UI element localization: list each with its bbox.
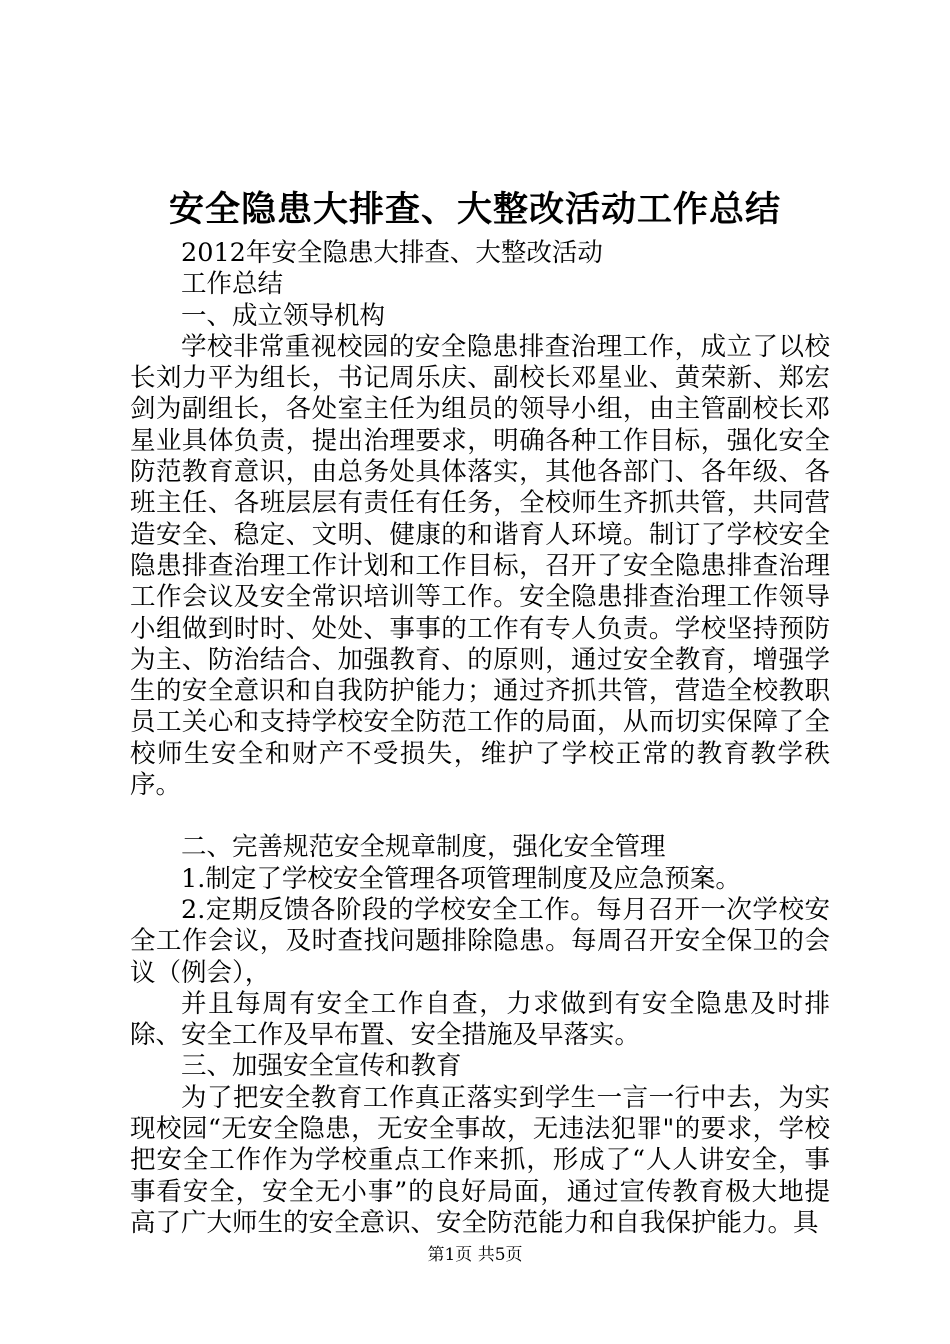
subtitle-line-1: 2012年安全隐患大排查、大整改活动 [181, 238, 603, 268]
document-body [130, 238, 830, 1239]
page-footer: 第1页 共5页 [427, 1245, 523, 1265]
document-title: 安全隐患大排查、大整改活动工作总结 [168, 189, 781, 230]
section-heading-1: 一、成立领导机构 [181, 300, 386, 331]
section-heading-3: 三、加强安全宣传和教育 [181, 1051, 462, 1082]
section-2-item-1: 1.制定了学校安全管理各项管理制度及应急预案。 [181, 863, 741, 894]
section-2-item-2: 2.定期反馈各阶段的学校安全工作。每月召开一次学校安全工作会议，及时查找问题排除隐患。每周召开安全保卫的会议（例会）， [130, 894, 830, 988]
section-3-paragraph: 为了把安全教育工作真正落实到学生一言一行中去，为实现校园“无安全隐患，无安全事故，无违法犯罪"的要求，学校把安全工作作为学校重点工作来抓，形成了“人人讲安全，事事看安全，安全无小事”的良好局面，通过宣传教育极大地提高了广大师生的安全意识、安全防范能力和自我保护能力。具 [130, 1082, 830, 1238]
subtitle-line-2: 工作总结 [181, 269, 284, 300]
section-2-item-2-continued: 并且每周有安全工作自查，力求做到有安全隐患及时排除、安全工作及早布置、安全措施及早落实。 [130, 988, 830, 1051]
section-heading-2: 二、完善规范安全规章制度，强化安全管理 [181, 832, 666, 863]
section-1-paragraph: 学校非常重视校园的安全隐患排查治理工作，成立了以校长刘力平为组长，书记周乐庆、副校长邓星业、黄荣新、郑宏剑为副组长，各处室主任为组员的领导小组，由主管副校长邓星业具体负责，提出治理要求，明确各种工作目标，强化安全防范教育意识，由总务处具体落实，其他各部门、各年级、各班主任、各班层层有责任有任务，全校师生齐抓共管，共同营造安全、稳定、文明、健康的和谐育人环境。制订了学校安全隐患排查治理工作计划和工作目标，召开了安全隐患排查治理工作会议及安全常识培训等工作。安全隐患排查治理工作领导小组做到时时、处处、事事的工作有专人负责。学校坚持预防为主、防治结合、加强教育、的原则，通过安全教育，增强学生的安全意识和自我防护能力；通过齐抓共管，营造全校教职员工关心和支持学校安全防范工作的局面，从而切实保障了全校师生安全和财产不受损失，维护了学校正常的教育教学秩序。 [130, 331, 830, 801]
